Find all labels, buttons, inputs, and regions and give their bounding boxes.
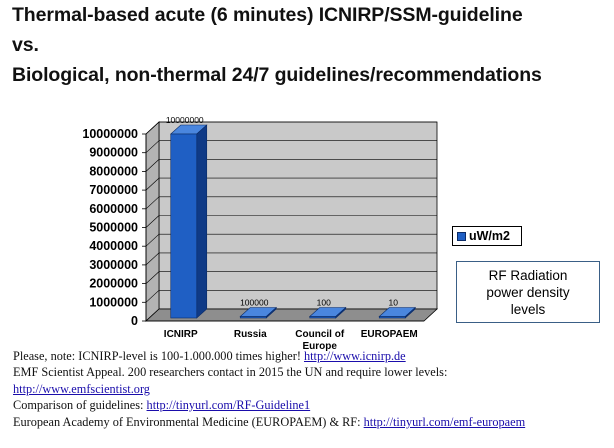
footer-text-5: European Academy of Environmental Medicine (EUROPAEM) & RF:: [13, 414, 364, 429]
footer-notes: [13, 348, 609, 430]
europaem-link[interactable]: http://tinyurl.com/emf-europaem: [363, 414, 526, 429]
footer-text-4: Comparison of guidelines:: [13, 398, 147, 413]
y-tick-label: 9000000: [89, 145, 138, 160]
title-line-3: Biological, non-thermal 24/7 guidelines/recommendations: [12, 64, 542, 86]
title-line-2: vs.: [12, 34, 39, 56]
bar-1: [171, 125, 207, 318]
data-label: 100000: [240, 297, 269, 308]
y-tick-label: 10000000: [82, 127, 138, 141]
y-tick-label: 6000000: [89, 201, 138, 216]
y-tick-label: 3000000: [89, 257, 138, 272]
x-category-label: EUROPAEM: [360, 329, 418, 340]
note-line-3: levels: [510, 301, 546, 317]
legend-label: uW/m2: [469, 229, 510, 243]
note-line-2: power density: [486, 284, 570, 300]
footer-line-5: [13, 414, 609, 430]
bar-front-face: [379, 317, 405, 319]
footer-text-1: Please, note: ICNIRP-level is 100-1.000.000 times higher!: [13, 349, 304, 363]
footer-text-2: EMF Scientist Appeal. 200 researchers contact in 2015 the UN and require lower levels:: [13, 365, 448, 380]
y-tick-label: 0: [131, 314, 138, 328]
note-line-1: RF Radiation: [488, 267, 568, 283]
y-tick-label: 7000000: [89, 183, 138, 198]
footer-line-1: [13, 348, 609, 364]
data-label: 100: [316, 297, 331, 308]
bar-front-face: [240, 317, 266, 319]
bar-side-face: [197, 125, 207, 318]
x-category-label: Europe: [302, 341, 337, 352]
chart-legend: [452, 226, 522, 246]
data-label: 10: [388, 297, 398, 308]
note-box: [456, 261, 600, 323]
emfscientist-link[interactable]: http://www.emfscientist.org: [13, 381, 150, 396]
y-tick-label: 8000000: [89, 164, 138, 179]
footer-line-2: [13, 364, 609, 380]
bar-front-face: [310, 317, 336, 319]
x-category-label: Russia: [233, 329, 267, 340]
x-category-label: ICNIRP: [163, 329, 198, 340]
legend-swatch: [457, 232, 466, 241]
footer-line-3: [13, 381, 609, 397]
guideline-link[interactable]: http://tinyurl.com/RF-Guideline1: [146, 398, 311, 413]
x-category-label: Council of: [295, 329, 345, 340]
data-label: 10000000: [165, 115, 204, 125]
title-line-1: Thermal-based acute (6 minutes) ICNIRP/SSM-guideline: [12, 4, 523, 26]
y-tick-label: 1000000: [89, 295, 138, 310]
icnirp-link[interactable]: http://www.icnirp.de: [303, 349, 406, 363]
y-tick-label: 2000000: [89, 276, 138, 291]
y-tick-label: 5000000: [89, 220, 138, 235]
y-tick-label: 4000000: [89, 239, 138, 254]
footer-line-4: [13, 397, 609, 413]
bar-front-face: [171, 134, 197, 318]
